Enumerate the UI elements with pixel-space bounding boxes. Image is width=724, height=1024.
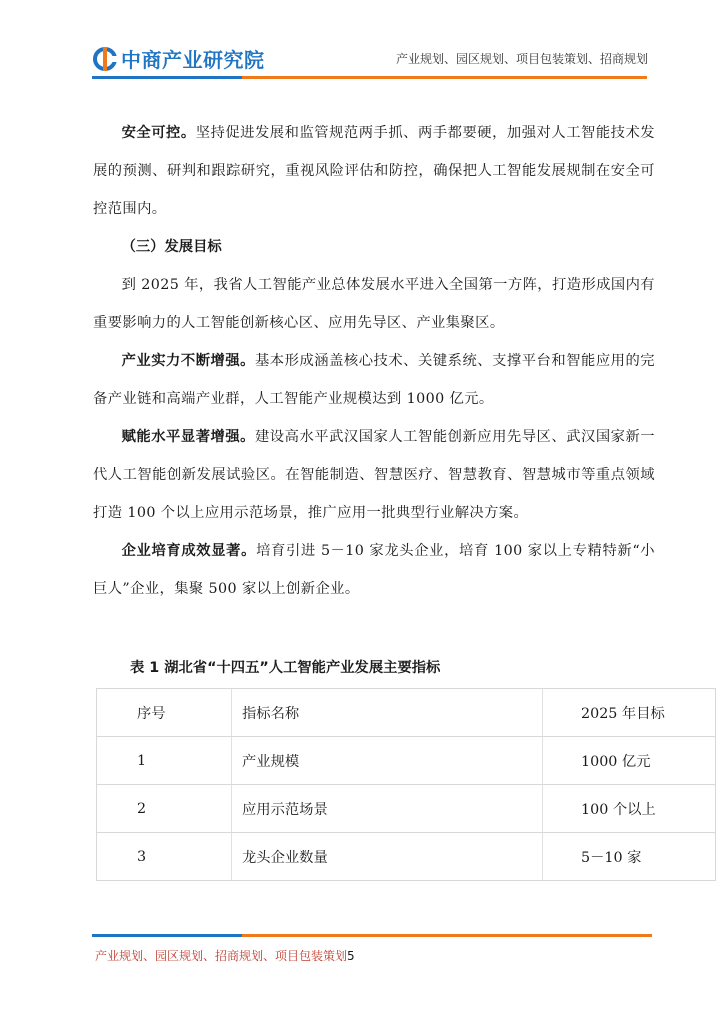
paragraph-industry-strength [93,342,655,418]
table-header-cell: 2025 年目标 [543,689,716,737]
table-row [97,737,716,785]
paragraph-goal [93,266,655,342]
table-cell: 2 [97,785,232,833]
table-header-cell: 指标名称 [232,689,543,737]
footer-divider-orange [242,934,652,937]
table-cell: 应用示范场景 [232,785,543,833]
paragraph-text: 建设高水平武汉国家人工智能创新应用先导区、武汉国家新一代人工智能创新发展试验区。在智能制造、智慧医疗、智慧教育、智慧城市等重点领域打造 100 个以上应用示范场景，推广应用一批典型行业解决方案。 [93,429,655,521]
paragraph-lead: 企业培育成效显著。 [121,543,257,559]
footer-divider-blue [92,934,242,937]
table-cell: 5－10 家 [543,833,716,881]
paragraph-text: 坚持促进发展和监管规范两手抓、两手都要硬，加强对人工智能技术发展的预测、研判和跟踪研究，重视风险评估和防控，确保把人工智能发展规制在安全可控范围内。 [93,125,655,217]
header-divider-orange [242,76,647,79]
table-cell: 1000 亿元 [543,737,716,785]
logo [92,44,265,73]
header-tagline: 产业规划、园区规划、项目包装策划、招商规划 [395,52,648,66]
header-divider-blue [92,76,242,79]
table-header-row [97,689,716,737]
table-header-cell: 序号 [97,689,232,737]
table-cell: 龙头企业数量 [232,833,543,881]
paragraph-enterprise [93,532,655,608]
table-cell: 1 [97,737,232,785]
document-body [93,114,655,608]
paragraph-lead: 产业实力不断增强。 [121,353,255,369]
table-title: 表 1 湖北省“十四五”人工智能产业发展主要指标 [130,660,441,676]
page-footer [95,947,355,964]
page-number: 5 [347,949,355,963]
table-row [97,785,716,833]
table-cell: 产业规模 [232,737,543,785]
paragraph-safety [93,114,655,228]
indicator-table [96,688,716,881]
paragraph-lead: 赋能水平显著增强。 [121,429,255,445]
paragraph-text: 到 2025 年，我省人工智能产业总体发展水平进入全国第一方阵，打造形成国内有重要影响力的人工智能创新核心区、应用先导区、产业集聚区。 [93,277,655,331]
table-cell: 3 [97,833,232,881]
footer-tagline: 产业规划、园区规划、招商规划、项目包装策划 [95,949,348,963]
paragraph-text: 基本形成涵盖核心技术、关键系统、支撑平台和智能应用的完备产业链和高端产业群，人工智能产业规模达到 1000 亿元。 [93,353,655,407]
table-row [97,833,716,881]
logo-text: 中商产业研究院 [121,48,265,72]
section-heading: （三）发展目标 [121,239,222,255]
paragraph-empowerment [93,418,655,532]
table-cell: 100 个以上 [543,785,716,833]
page-header [0,0,724,90]
paragraph-text: 培育引进 5－10 家龙头企业，培育 100 家以上专精特新“小巨人”企业，集聚 500 家以上创新企业。 [93,543,655,597]
logo-icon [92,46,118,72]
paragraph-lead: 安全可控。 [121,125,196,141]
